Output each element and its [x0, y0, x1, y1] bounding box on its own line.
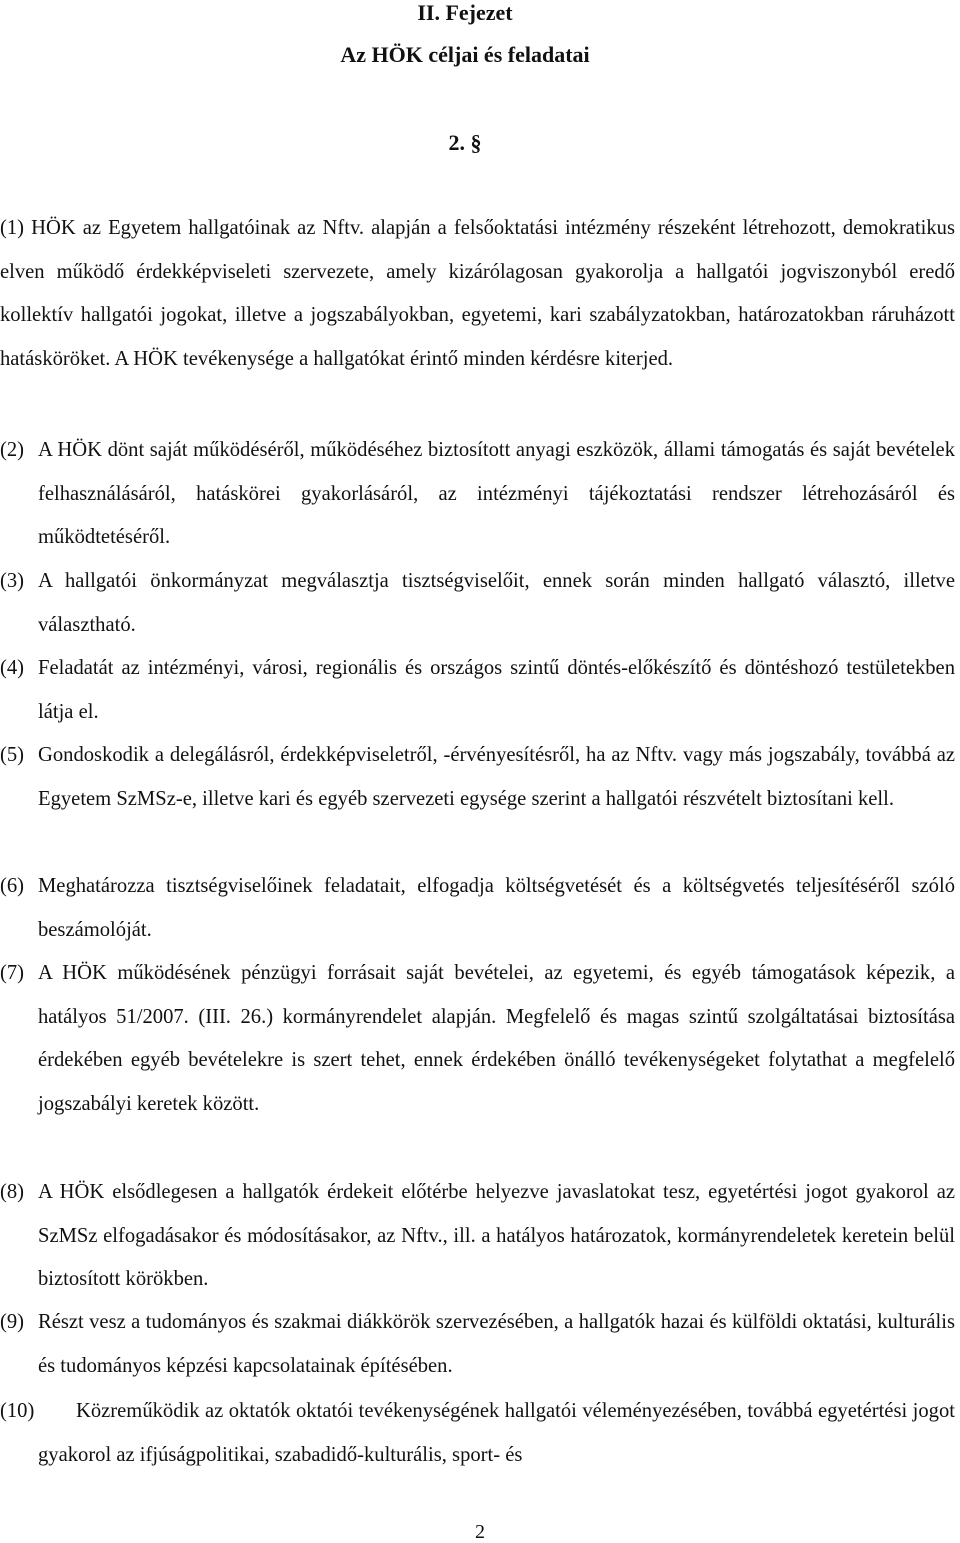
paragraph-number: (7)	[0, 962, 25, 984]
paragraph-number: (6)	[0, 875, 25, 897]
paragraph-text: A hallgatói önkormányzat megválasztja tisztségviselőit, ennek során minden hallgató választó, illetve választható.	[38, 570, 955, 636]
paragraph-10	[0, 1390, 955, 1477]
paragraph-number: (9)	[0, 1311, 25, 1333]
paragraph-8	[0, 1171, 955, 1302]
paragraph-text: Gondoskodik a delegálásról, érdekképviseletről, -érvényesítésről, ha az Nftv. vagy más jogszabály, továbbá az Egyetem SzMSz-e, illetve kari és egyéb szervezeti egysége szerint a hallgatói részvételt biztosítani kell.	[38, 744, 955, 810]
paragraph-number: (10)	[0, 1400, 35, 1422]
paragraph-5	[0, 734, 955, 821]
paragraph-number: (8)	[0, 1181, 25, 1203]
paragraph-7	[0, 952, 955, 1126]
paragraph-text: A HÖK működésének pénzügyi forrásait saját bevételei, az egyetemi, és egyéb támogatások képezik, a hatályos 51/2007. (III. 26.) kormányrendelet alapján. Megfelelő és magas szintű szolgáltatásai biztosítása érdekében egyéb bevételekre is szert tehet, ennek érdekében önálló tevékenységeket folytathat a megfelelő jogszabályi keretek között.	[38, 962, 955, 1115]
paragraph-1	[0, 207, 955, 381]
paragraph-4	[0, 647, 955, 734]
chapter-title: Az HÖK céljai és feladatai	[340, 42, 590, 67]
paragraph-3	[0, 560, 955, 647]
paragraph-number: (5)	[0, 744, 25, 766]
paragraph-text: A HÖK dönt saját működéséről, működéséhez biztosított anyagi eszközök, állami támogatás és saját bevételek felhasználásáról, hatáskörei gyakorlásáról, az intézményi tájékoztatási rendszer létrehozásáról és működtetéséről.	[38, 439, 955, 549]
paragraph-number: (3)	[0, 570, 25, 592]
paragraph-2	[0, 429, 955, 560]
paragraph-9	[0, 1301, 955, 1388]
page-number: 2	[475, 1521, 485, 1543]
chapter-number: II. Fejezet	[417, 0, 513, 25]
paragraph-text: Meghatározza tisztségviselőinek feladatait, elfogadja költségvetését és a költségvetés teljesítéséről szóló beszámolóját.	[38, 875, 955, 941]
paragraph-6	[0, 865, 955, 952]
paragraph-text: Közreműködik az oktatók oktatói tevékenységének hallgatói véleményezésében, továbbá egyetértési jogot gyakorol az ifjúságpolitikai, szabadidő-kulturális, sport- és	[38, 1400, 955, 1466]
paragraph-text: Részt vesz a tudományos és szakmai diákkörök szervezésében, a hallgatók hazai és külföldi oktatási, kulturális és tudományos képzési kapcsolatainak építésében.	[38, 1311, 955, 1377]
paragraph-number: (4)	[0, 657, 25, 679]
paragraph-number: (2)	[0, 439, 25, 461]
section-heading: 2. §	[448, 130, 482, 155]
paragraph-text: (1) HÖK az Egyetem hallgatóinak az Nftv. alapján a felsőoktatási intézmény részeként létrehozott, demokratikus elven működő érdekképviseleti szervezete, amely kizárólagosan gyakorolja a hallgatói jogviszonyból eredő kollektív hallgatói jogokat, illetve a jogszabályokban, egyetemi, kari szabályzatokban, határozatokban ráruházott hatásköröket. A HÖK tevékenysége a hallgatókat érintő minden kérdésre kiterjed.	[0, 217, 955, 370]
paragraph-text: A HÖK elsődlegesen a hallgatók érdekeit előtérbe helyezve javaslatokat tesz, egyetértési jogot gyakorol az SzMSz elfogadásakor és módosításakor, az Nftv., ill. a hatályos határozatok, kormányrendeletek keretein belül biztosított körökben.	[38, 1181, 955, 1291]
paragraph-text: Feladatát az intézményi, városi, regionális és országos szintű döntés-előkészítő és döntéshozó testületekben látja el.	[38, 657, 955, 723]
